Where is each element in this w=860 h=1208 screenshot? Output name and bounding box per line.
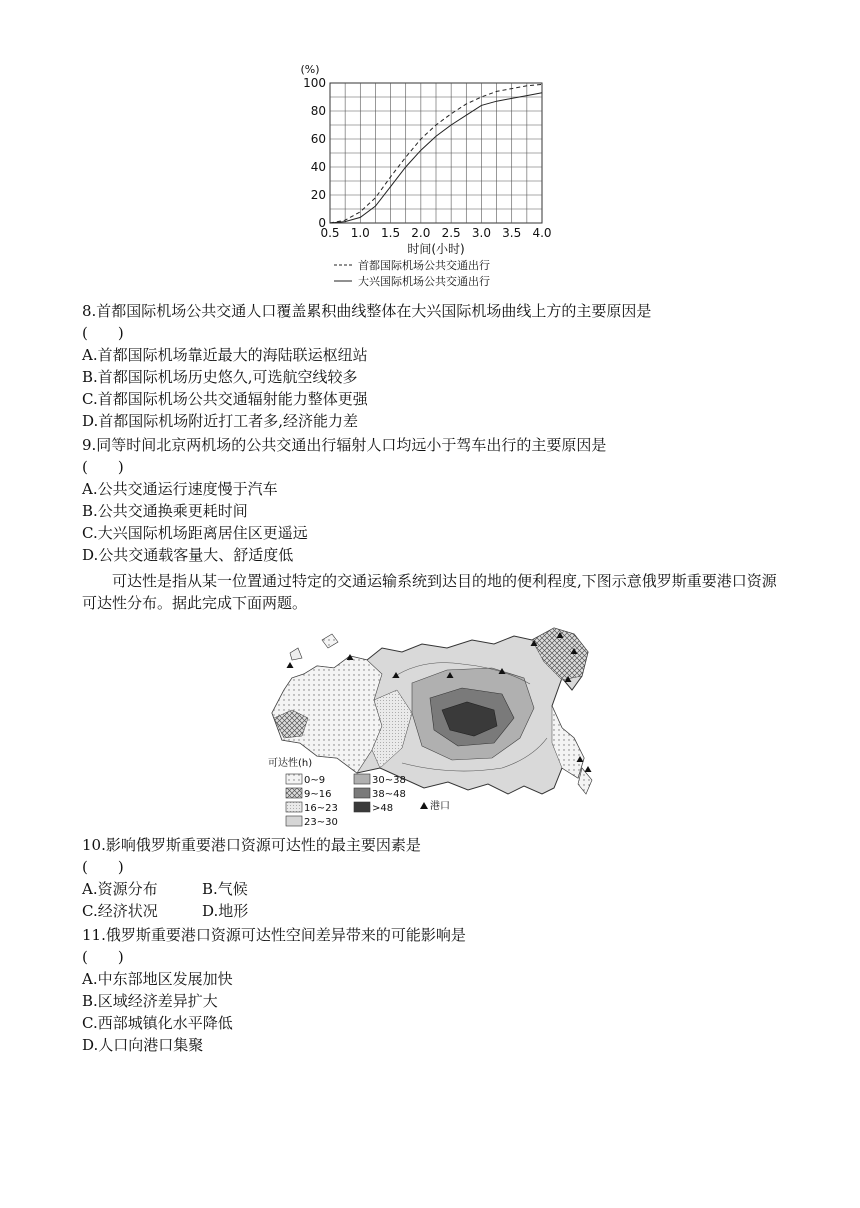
question-9-option-b: B.公共交通换乘更耗时间 [82, 502, 248, 520]
question-9-stem: 9.同等时间北京两机场的公共交通出行辐射人口均远小于驾车出行的主要原因是 [82, 436, 607, 454]
y-tick-label: 0 [318, 216, 326, 230]
question-11-option-d: D.人口向港口集聚 [82, 1036, 204, 1054]
legend-label: 0~9 [304, 775, 326, 786]
y-tick-label: 100 [303, 76, 326, 90]
question-9-option-a: A.公共交通运行速度慢于汽车 [82, 480, 278, 498]
question-9-option-d: D.公共交通载客量大、舒适度低 [82, 546, 294, 564]
legend-label: 大兴国际机场公共交通出行 [358, 275, 490, 288]
question-11-option-c: C.西部城镇化水平降低 [82, 1014, 233, 1032]
x-tick-label: 1.0 [350, 226, 370, 240]
legend-swatch [354, 788, 370, 798]
question-11-paren: ( ) [82, 948, 124, 966]
x-tick-label: 3.0 [471, 226, 491, 240]
legend-swatch [286, 802, 302, 812]
x-tick-label: 2.0 [411, 226, 431, 240]
y-axis-label: (%) [300, 63, 320, 76]
question-11-option-a: A.中东部地区发展加快 [82, 970, 233, 988]
legend-label: 首都国际机场公共交通出行 [358, 259, 490, 272]
question-8-option-a: A.首都国际机场靠近最大的海陆联运枢纽站 [82, 346, 368, 364]
y-tick-label: 20 [310, 188, 326, 202]
question-10-stem: 10.影响俄罗斯重要港口资源可达性的最主要因素是 [82, 836, 421, 854]
question-8-option-c: C.首都国际机场公共交通辐射能力整体更强 [82, 390, 368, 408]
legend-swatch [354, 774, 370, 784]
question-10-option-c: C.经济状况 [82, 902, 158, 920]
russia-accessibility-map [262, 618, 602, 838]
question-8-option-b: B.首都国际机场历史悠久,可选航空线较多 [82, 368, 358, 386]
legend-label: 38~48 [372, 789, 406, 800]
question-10-option-d: D.地形 [202, 902, 249, 920]
legend-title: 可达性(h) [268, 758, 313, 769]
x-tick-label: 4.0 [532, 226, 552, 240]
legend-label: 9~16 [304, 789, 332, 800]
question-10-option-a: A.资源分布 [82, 880, 158, 898]
legend-label: 23~30 [304, 817, 338, 828]
question-8-paren: ( ) [82, 324, 124, 342]
port-marker-icon [287, 662, 294, 668]
legend-swatch [286, 816, 302, 826]
question-10-option-b: B.气候 [202, 880, 248, 898]
question-11-stem: 11.俄罗斯重要港口资源可达性空间差异带来的可能影响是 [82, 926, 466, 944]
x-tick-label: 3.5 [502, 226, 522, 240]
y-tick-label: 60 [310, 132, 326, 146]
question-9-paren: ( ) [82, 458, 124, 476]
x-tick-label: 1.5 [381, 226, 401, 240]
question-8-option-d: D.首都国际机场附近打工者多,经济能力差 [82, 412, 359, 430]
question-11-option-b: B.区域经济差异扩大 [82, 992, 218, 1010]
x-axis-label: 时间(小时) [407, 242, 465, 256]
legend-label: >48 [372, 803, 394, 814]
legend-label: 16~23 [304, 803, 338, 814]
question-10-paren: ( ) [82, 858, 124, 876]
question-8-stem: 8.首都国际机场公共交通人口覆盖累积曲线整体在大兴国际机场曲线上方的主要原因是 [82, 302, 652, 320]
legend-swatch [354, 802, 370, 812]
port-legend-icon [420, 802, 428, 809]
legend-label: 30~38 [372, 775, 406, 786]
intro-paragraph: 可达性是指从某一位置通过特定的交通运输系统到达目的地的便利程度,下图示意俄罗斯重要港口资源可达性分布。据此完成下面两题。 [82, 572, 777, 612]
y-tick-label: 40 [310, 160, 326, 174]
port-legend-label: 港口 [430, 801, 450, 812]
port-marker-icon [585, 766, 592, 772]
x-tick-label: 0.5 [320, 226, 340, 240]
x-tick-label: 2.5 [441, 226, 461, 240]
accumulation-chart [290, 55, 570, 295]
y-tick-label: 80 [310, 104, 326, 118]
question-10-options-row1 [82, 878, 248, 900]
legend-swatch [286, 788, 302, 798]
question-9-option-c: C.大兴国际机场距离居住区更遥远 [82, 524, 308, 542]
question-10-options-row2 [82, 900, 248, 922]
legend-swatch [286, 774, 302, 784]
